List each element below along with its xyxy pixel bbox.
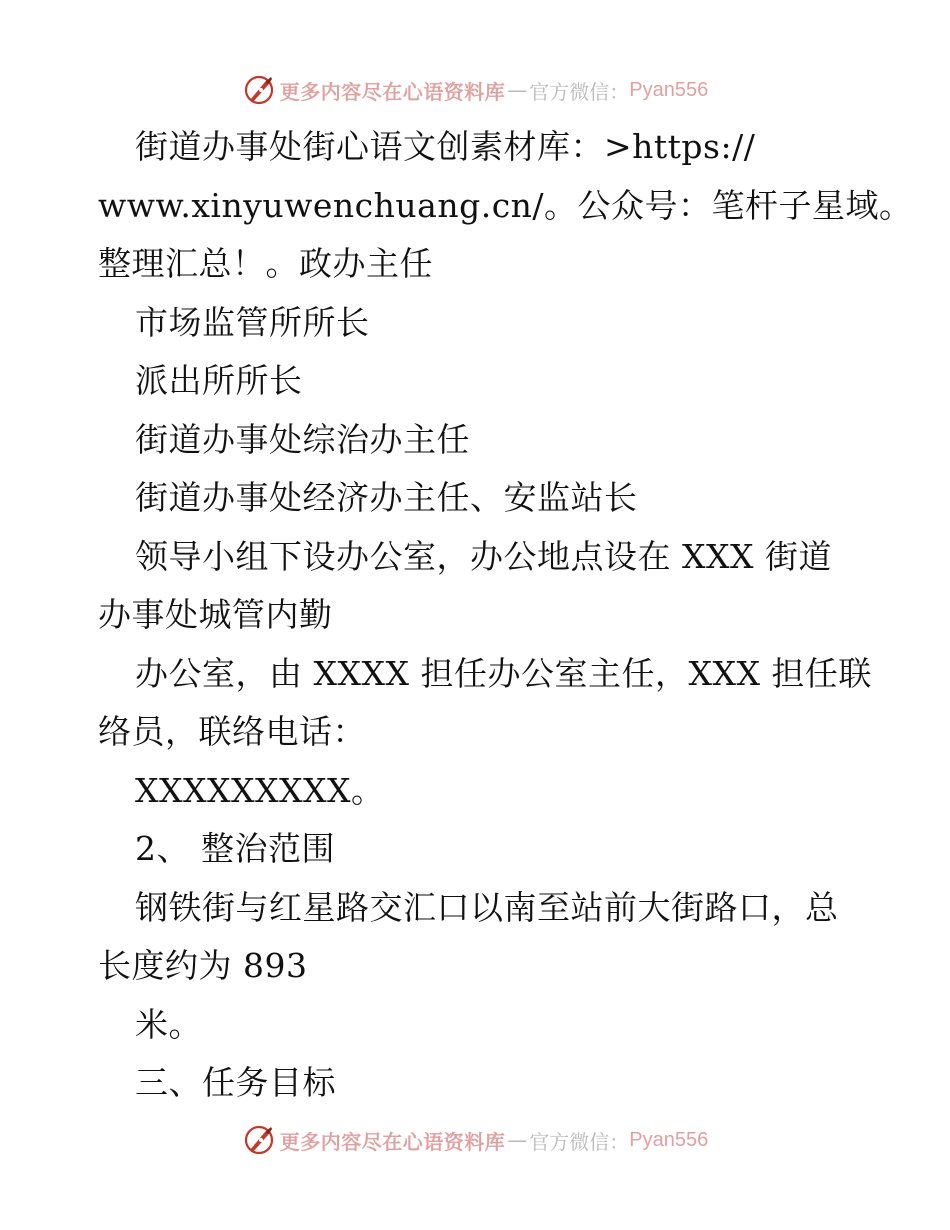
paragraph-line: 长度约为 893 — [98, 946, 308, 985]
watermark-main-text: 更多内容尽在心语资料库 — [279, 79, 506, 104]
watermark-dash: — — [507, 1128, 528, 1152]
watermark-contact-label: 官方微信： — [529, 1129, 630, 1154]
watermark-footer — [0, 1120, 950, 1160]
paragraph-line: 办事处城管内勤 — [98, 595, 333, 634]
watermark-contact-id: Pyan556 — [629, 1128, 709, 1151]
paragraph-line: 领导小组下设办公室，办公地点设在 XXX 街道 — [135, 536, 832, 576]
section-heading: 2、 整治范围 — [135, 829, 335, 868]
paragraph-line: 街道办事处街心语文创素材库：>https:// — [135, 127, 756, 166]
paragraph-line: 络员，联络电话： — [98, 712, 366, 751]
quill-logo-icon — [242, 73, 276, 107]
paragraph-line: XXXXXXXXX。 — [135, 770, 385, 810]
paragraph-line: 办公室，由 XXXX 担任办公室主任，XXX 担任联 — [135, 653, 872, 693]
paragraph-line: 街道办事处综治办主任 — [135, 419, 470, 459]
paragraph-line: 钢铁街与红星路交汇口以南至站前大街路口，总 — [135, 887, 839, 927]
paragraph-line: 整理汇总！。政办主任 — [98, 244, 433, 283]
watermark-header — [0, 70, 950, 110]
document-body — [98, 118, 913, 1113]
paragraph-line: 市场监管所所长 — [135, 302, 370, 342]
section-heading: 三、任务目标 — [135, 1063, 336, 1102]
watermark-main-text: 更多内容尽在心语资料库 — [279, 1129, 506, 1154]
quill-logo-icon — [242, 1123, 276, 1157]
paragraph-line: 派出所所长 — [135, 361, 303, 400]
paragraph-line: 街道办事处经济办主任、安监站长 — [135, 478, 638, 517]
paragraph-line: www.xinyuwenchuang.cn/。公众号：笔杆子星域。 — [98, 185, 913, 225]
paragraph-line: 米。 — [135, 1004, 202, 1044]
watermark-contact-id: Pyan556 — [629, 78, 709, 101]
watermark-dash: — — [507, 78, 528, 102]
watermark-contact-label: 官方微信： — [529, 79, 630, 104]
